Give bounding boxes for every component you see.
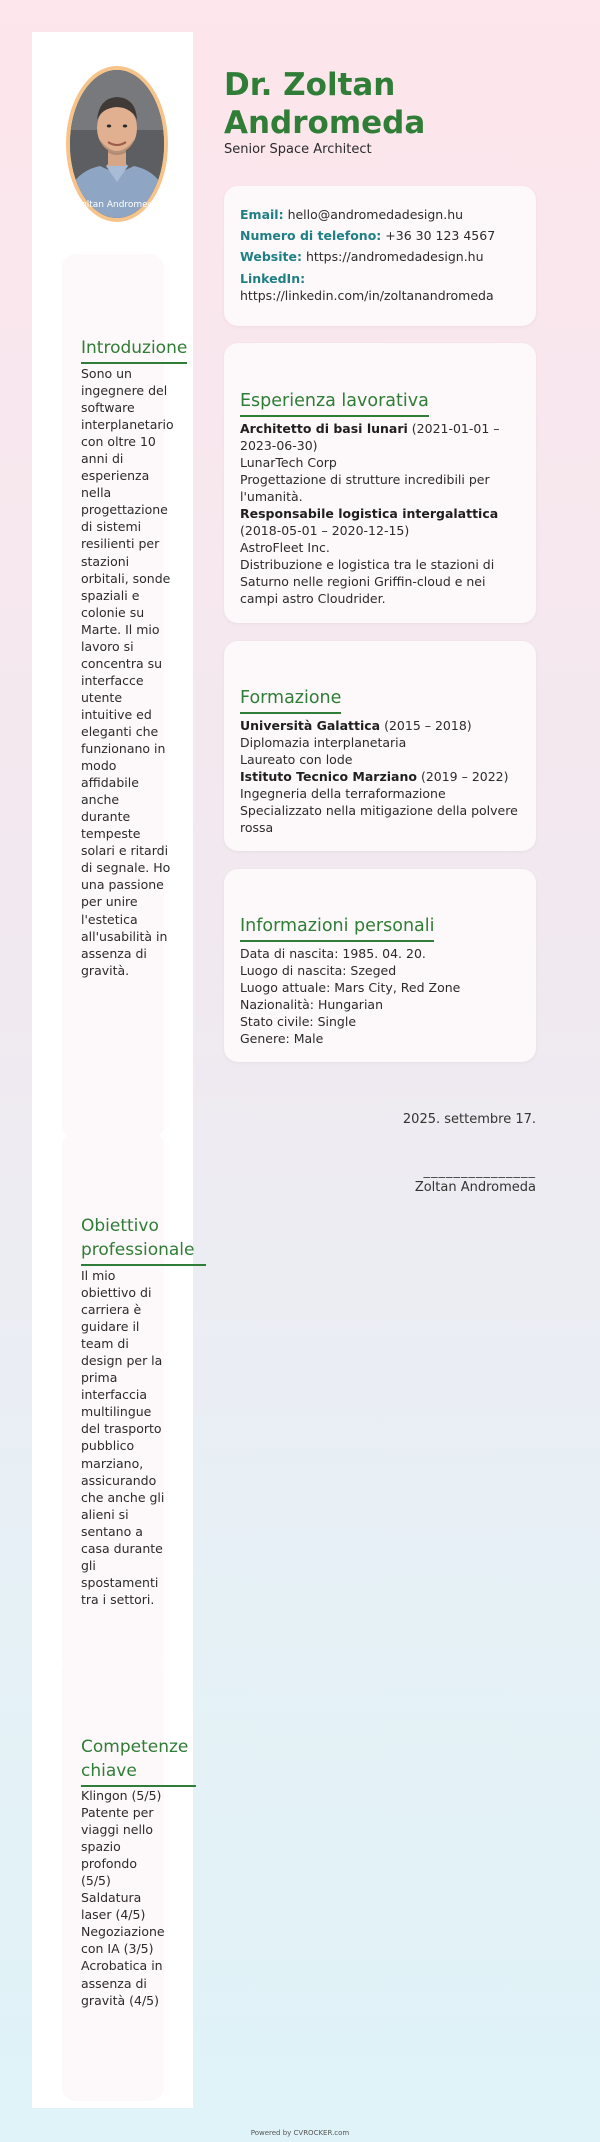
job-dates: (2021-01-01 – 2023-06-30) [240, 421, 500, 453]
school-dates: (2015 – 2018) [384, 718, 472, 733]
personal-info-card [224, 869, 536, 1062]
job-role: Responsabile logistica intergalattica [240, 506, 499, 521]
experience-list [240, 420, 524, 607]
school-name: Istituto Tecnico Marziano [240, 769, 417, 784]
email-value[interactable]: hello@andromedadesign.hu [287, 207, 464, 222]
job-role: Architetto di basi lunari [240, 421, 408, 436]
skills-section [62, 1656, 189, 2101]
school-dates: (2019 – 2022) [420, 769, 509, 784]
education-list [240, 717, 524, 836]
personal-info-line: Stato civile: Single [240, 1014, 357, 1029]
website-link[interactable]: https://andromedadesign.hu [305, 249, 484, 264]
job-title: Senior Space Architect [224, 142, 372, 157]
skill-item: Patente per viaggi nello spazio profondo (5/5) [81, 1805, 154, 1889]
job-dates: (2018-05-01 – 2020-12-15) [240, 523, 410, 538]
job-entry [240, 505, 524, 539]
contact-card [224, 186, 536, 326]
education-card [224, 641, 536, 851]
personal-info-line: Data di nascita: 1985. 04. 20. [240, 946, 426, 961]
avatar-icon [70, 70, 164, 218]
skill-item: Negoziazione con IA (3/5) [81, 1924, 165, 1957]
school-note: Specializzato nella mitigazione della polvere rossa [240, 803, 518, 835]
email-label: Email: [240, 207, 284, 222]
powered-by-link[interactable]: Powered by CVROCKER.com [250, 2129, 350, 2137]
experience-title: Esperienza lavorativa [240, 389, 429, 417]
experience-card [224, 343, 536, 623]
document-date: 2025. settembre 17. [402, 1112, 536, 1127]
website-line [240, 248, 484, 265]
job-company: LunarTech Corp [240, 455, 337, 470]
job-entry [240, 420, 524, 454]
education-title: Formazione [240, 686, 341, 714]
skill-item: Saldatura laser (4/5) [81, 1890, 146, 1923]
website-label: Website: [240, 249, 302, 264]
skills-list [81, 1787, 169, 2009]
job-company: AstroFleet Inc. [240, 540, 330, 555]
intro-title: Introduzione [81, 336, 187, 364]
sidebar [32, 32, 193, 2108]
school-note: Laureato con lode [240, 752, 353, 767]
job-description: Distribuzione e logistica tra le stazioni di Saturno nelle regioni Griffin-cloud e nei campi astro Cloudrider. [240, 557, 495, 606]
phone-label: Numero di telefono: [240, 228, 382, 243]
skill-item: Klingon (5/5) [81, 1788, 162, 1803]
intro-section [62, 254, 188, 1139]
personal-info-line: Nazionalità: Hungarian [240, 997, 383, 1012]
phone-value[interactable]: +36 30 123 4567 [385, 228, 496, 243]
photo-caption: Zoltan Andromeda [75, 200, 159, 210]
objective-text: Il mio obiettivo di carriera è guidare il team di design per la prima interfaccia multilingue del trasporto pubblico marziano, assicurando che anche gli alieni si sentano a casa durante gli spostamenti tra i settori. [81, 1268, 165, 1607]
objective-title: Obiettivo professionale [81, 1214, 206, 1266]
phone-line [240, 227, 495, 244]
signature-name: Zoltan Andromeda [414, 1180, 536, 1195]
objective-section [62, 1132, 195, 1672]
email-line [240, 206, 463, 223]
school-entry [240, 717, 524, 734]
personal-info-title: Informazioni personali [240, 914, 434, 942]
linkedin-line [240, 270, 494, 304]
linkedin-label: LinkedIn: [240, 271, 306, 286]
signature-line: _______________ [423, 1164, 536, 1179]
school-degree: Diplomazia interplanetaria [240, 735, 407, 750]
skills-title: Competenze chiave [81, 1735, 196, 1787]
personal-info-line: Genere: Male [240, 1031, 324, 1046]
intro-text: Sono un ingegnere del software interplanetario con oltre 10 anni di esperienza nella progettazione di sistemi resilienti per stazioni orbitali, sonde spaziali e colonie su Marte. Il mio lavoro si concentra su interfacce utente intuitive ed eleganti che funzionano in modo affidabile anche durante tempeste solari e ritardi di segnale. Ho una passione per unire l'estetica all'usabilità in assenza di gravità. [81, 366, 174, 978]
personal-info-line: Luogo attuale: Mars City, Red Zone [240, 980, 461, 995]
personal-info-line: Luogo di nascita: Szeged [240, 963, 397, 978]
personal-info-list [240, 945, 524, 1047]
school-degree: Ingegneria della terraformazione [240, 786, 446, 801]
candidate-name: Dr. Zoltan Andromeda [224, 67, 426, 141]
job-description: Progettazione di strutture incredibili per l'umanità. [240, 472, 490, 504]
linkedin-link[interactable]: https://linkedin.com/in/zoltanandromeda [240, 288, 494, 303]
skill-item: Acrobatica in assenza di gravità (4/5) [81, 1958, 163, 2008]
profile-photo [66, 66, 168, 222]
school-entry [240, 768, 524, 785]
school-name: Università Galattica [240, 718, 381, 733]
